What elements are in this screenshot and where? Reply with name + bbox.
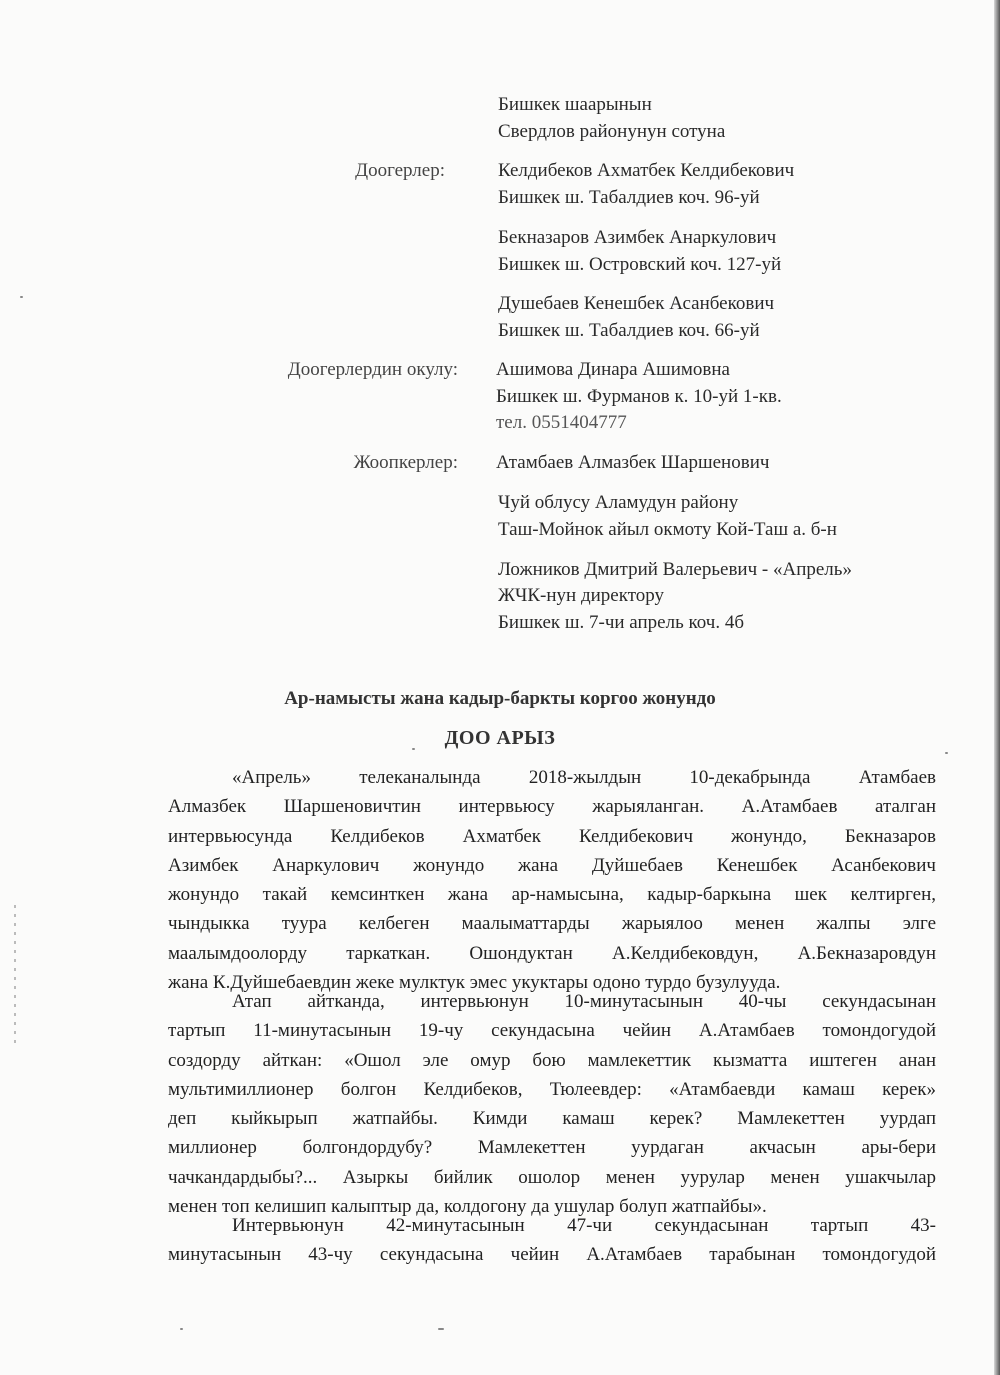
- paragraph-3: [168, 1211, 936, 1270]
- scan-speck: [945, 752, 948, 754]
- scan-edge-marks: [14, 905, 16, 1045]
- representative-label: Доогерлердин окулу:: [287, 359, 458, 380]
- paragraph-line: жана К.Дуйшебаевдин жеке мулктук эмес укуктары одоно турдо бузулууда.: [168, 972, 781, 994]
- paragraph-line: миллионер болгондордубу? Мамлекеттен уурдаган акчасын ары-бери: [168, 1137, 936, 1159]
- scan-speck: [438, 1328, 444, 1330]
- paragraph-line: деп кыйкырып жатпайбы. Кимди камаш керек? Мамлекеттен уурдап: [168, 1108, 936, 1130]
- paragraph-1: [168, 763, 936, 997]
- paragraph-line: «Апрель» телеканалында 2018-жылдын 10-декабрында Атамбаев: [232, 767, 936, 788]
- paragraph-line: интервьюсунда Келдибеков Ахматбек Келдибекович жонундо, Бекназаров: [168, 825, 936, 847]
- paragraph-line: Атап айтканда, интервьюнун 10-минутасынын 40-чы секундасынан: [232, 991, 936, 1012]
- paragraph-line: менен топ келишип калыптыр да, колдогону да ушулар болуп жатпайбы».: [168, 1196, 767, 1218]
- paragraph-line: тартып 11-минутасынын 19-чу секундасына чейин А.Атамбаев томондогудой: [168, 1020, 936, 1042]
- defendant-1-address-1: Чуй облусу Аламудун району: [498, 492, 739, 513]
- defendants-label: Жоопкерлер:: [353, 452, 458, 473]
- representative-name: Ашимова Динара Ашимовна: [496, 359, 730, 380]
- plaintiffs-label: Доогерлер:: [355, 160, 445, 181]
- defendant-2-position: ЖЧК-нун директору: [498, 585, 665, 606]
- scan-speck: [180, 1328, 183, 1330]
- paragraph-line: чачкандардыбы?... Азыркы бийлик ошолор менен уурулар менен ушакчылар: [168, 1166, 936, 1188]
- paragraph-line: создорду айткан: «Ошол эле омур бою мамлекеттик кызматта иштеген анан: [168, 1049, 936, 1071]
- paragraph-2: [168, 987, 936, 1221]
- plaintiff-2-name: Бекназаров Азимбек Анаркулович: [498, 227, 777, 248]
- representative-phone: тел. 0551404777: [496, 412, 627, 433]
- paragraph-line: маалымдоолорду таркаткан. Ошондуктан А.Келдибековдун, А.Бекназаровдун: [168, 942, 936, 964]
- document-type: ДОО АРЫЗ: [444, 727, 556, 749]
- court-line-1: Бишкек шаарынын: [498, 94, 652, 115]
- paragraph-line: мультимиллионер болгон Келдибеков, Тюлеевдер: «Атамбаевди камаш керек»: [168, 1078, 936, 1100]
- paragraph-line: жонундо такай кемсинткен жана ар-намысына, кадыр-баркына шек келтирген,: [168, 884, 936, 906]
- plaintiff-3-name: Душебаев Кенешбек Асанбекович: [498, 293, 775, 314]
- representative-address: Бишкек ш. Фурманов к. 10-уй 1-кв.: [496, 386, 782, 407]
- court-line-2: Свердлов районунун сотуна: [498, 121, 726, 142]
- paragraph-line: Интервьюнун 42-минутасынын 47-чи секундасынан тартып 43-: [232, 1215, 936, 1236]
- document-subject: Ар-намысты жана кадыр-баркты коргоо жонундо: [284, 688, 716, 709]
- paragraph-line: Алмазбек Шаршеновичтин интервьюсу жарыяланган. А.Атамбаев аталган: [168, 796, 936, 818]
- defendant-2-name: Ложников Дмитрий Валерьевич - «Апрель»: [498, 559, 852, 580]
- scan-speck: [20, 296, 23, 298]
- plaintiff-2-address: Бишкек ш. Островский коч. 127-уй: [498, 254, 782, 275]
- defendant-1-address-2: Таш-Мойнок айыл окмоту Кой-Таш а. б-н: [498, 519, 837, 540]
- paragraph-line: чындыкка туура келбеген маалыматтарды жарыялоо менен жалпы элге: [168, 913, 936, 935]
- plaintiff-1-name: Келдибеков Ахматбек Келдибекович: [498, 160, 795, 181]
- paragraph-line: Азимбек Анаркулович жонундо жана Дуйшебаев Кенешбек Асанбекович: [168, 854, 936, 876]
- defendant-1-name: Атамбаев Алмазбек Шаршенович: [496, 452, 770, 473]
- plaintiff-1-address: Бишкек ш. Табалдиев коч. 96-уй: [498, 187, 760, 208]
- defendant-2-address: Бишкек ш. 7-чи апрель коч. 4б: [498, 612, 744, 633]
- paragraph-line: минутасынын 43-чу секундасына чейин А.Атамбаев тарабынан томондогудой: [168, 1244, 936, 1266]
- plaintiff-3-address: Бишкек ш. Табалдиев коч. 66-уй: [498, 320, 760, 341]
